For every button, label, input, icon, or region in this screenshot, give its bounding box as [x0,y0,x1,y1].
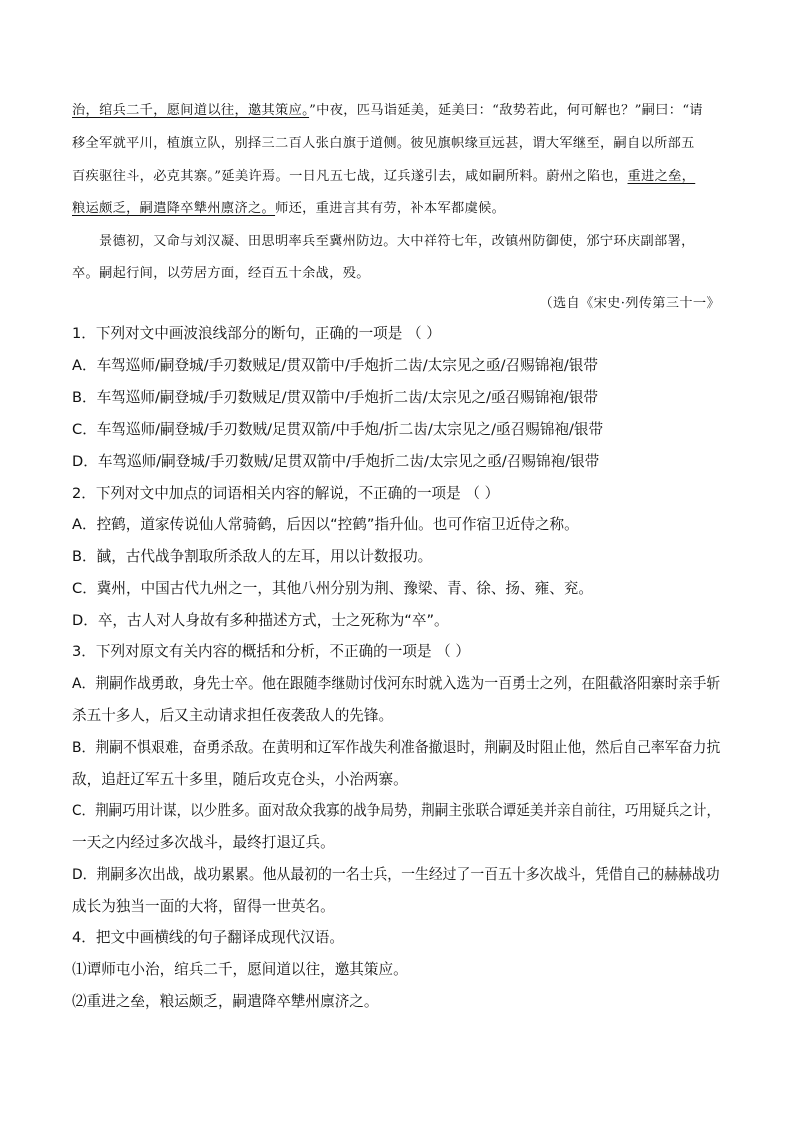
passage-line-1 [72,101,703,121]
question-1-stem: 1．下列对文中画波浪线部分的断句，正确的一项是 （ ） [72,325,441,342]
underlined-sentence-2: 重进之垒， [627,169,696,184]
question-3-option-d-cont: 成长为独当一面的大将，留得一世英名。 [72,898,335,915]
question-1-option-b: B．车驾巡师/嗣登城/手刃数贼足/贯双箭中/手炮折二齿/太宗见之/亟召赐锦袍/银带 [72,389,599,406]
underlined-sentence-1: 治，绾兵二千，愿间道以往，邀其策应。 [72,103,310,118]
question-2-option-b: B．馘，古代战争割取所杀敌人的左耳，用以计数报功。 [72,548,433,565]
question-2-option-a: A．控鹤，道家传说仙人常骑鹤，后因以“控鹤”指升仙。也可作宿卫近侍之称。 [72,516,579,533]
question-4-stem: 4．把文中画横线的句子翻译成现代汉语。 [72,929,344,946]
passage-text: 师还，重进言其有劳，补本军都虞候。 [275,201,506,216]
question-3-option-d: D．荆嗣多次出战，战功累累。他从最初的一名士兵，一生经过了一百五十多次战斗，凭借自己的赫赫战功 [72,866,720,883]
question-3-option-a: A．荆嗣作战勇敢，身先士卒。他在跟随李继勋讨伐河东时就入选为一百勇士之列，在阻截洛阳寨时亲手斩 [72,675,721,692]
question-2-option-c: C．冀州，中国古代九州之一，其他八州分别为荆、豫梁、青、徐、扬、雍、兖。 [72,580,593,597]
passage-text: ”中夜，匹马诣延美，延美曰：“敌势若此，何可解也？”嗣曰：“请 [309,103,703,118]
question-3-option-c-cont: 一天之内经过多次战斗，最终打退辽兵。 [72,834,335,851]
question-3-option-b: B．荆嗣不惧艰难，奋勇杀敌。在黄明和辽军作战失利准备撤退时，荆嗣及时阻止他，然后自己率军奋力抗 [72,739,721,756]
question-3-option-b-cont: 敌，追赶辽军五十多里，随后攻克仓头，小治两寨。 [72,771,408,788]
passage-line-2: 移全军就平川，植旗立队，别择三二百人张白旗于道侧。彼见旗帜缘亘远甚，谓大军继至，嗣自以所部五 [72,136,695,151]
passage-line-5: 景德初，又命与刘汉凝、田思明率兵至冀州防边。大中祥符七年，改镇州防御使，邠宁环庆副部署， [99,234,695,249]
underlined-sentence-2-cont: 粮运颇乏，嗣遣降卒犨州廪济之。 [72,201,276,216]
question-1-option-a: A．车驾巡师/嗣登城/手刃数贼足/贯双箭中/手炮折二齿/太宗见之亟/召赐锦袍/银带 [72,357,598,374]
question-1-option-d: D．车驾巡师/嗣登城/手刃数贼/足贯双箭中/手炮折二齿/太宗见之亟/召赐锦袍/银带 [72,453,600,470]
passage-line-4 [72,199,505,219]
passage-text: 百疾驱往斗，必克其寨。”延美许焉。一日凡五七战，辽兵遂引去，咸如嗣所料。蔚州之陷也， [72,169,628,184]
passage-line-3 [72,167,695,187]
question-4-item-2: ⑵重进之垒，粮运颇乏，嗣遣降卒犨州廪济之。 [72,993,379,1010]
question-3-stem: 3．下列对原文有关内容的概括和分析，不正确的一项是 （ ） [72,643,471,660]
question-2-stem: 2．下列对文中加点的词语相关内容的解说，不正确的一项是 （ ） [72,485,500,502]
source-citation: （选自《宋史·列传第三十一》 [539,296,720,311]
question-3-option-c: C．荆嗣巧用计谋，以少胜多。面对敌众我寡的战争局势，荆嗣主张联合谭延美并亲自前往，巧用疑兵之计， [72,802,721,819]
question-4-item-1: ⑴谭师屯小治，绾兵二千，愿间道以往，邀其策应。 [72,961,408,978]
passage-line-6: 卒。嗣起行间，以劳居方面，经百五十余战，殁。 [72,266,370,281]
question-1-option-c: C．车驾巡师/嗣登城/手刃数贼/足贯双箭/中手炮/折二齿/太宗见之/亟召赐锦袍/银带 [72,421,604,438]
question-3-option-a-cont: 杀五十多人，后又主动请求担任夜袭敌人的先锋。 [72,707,394,724]
question-2-option-d: D．卒，古人对人身故有多种描述方式，士之死称为“卒”。 [72,612,449,629]
